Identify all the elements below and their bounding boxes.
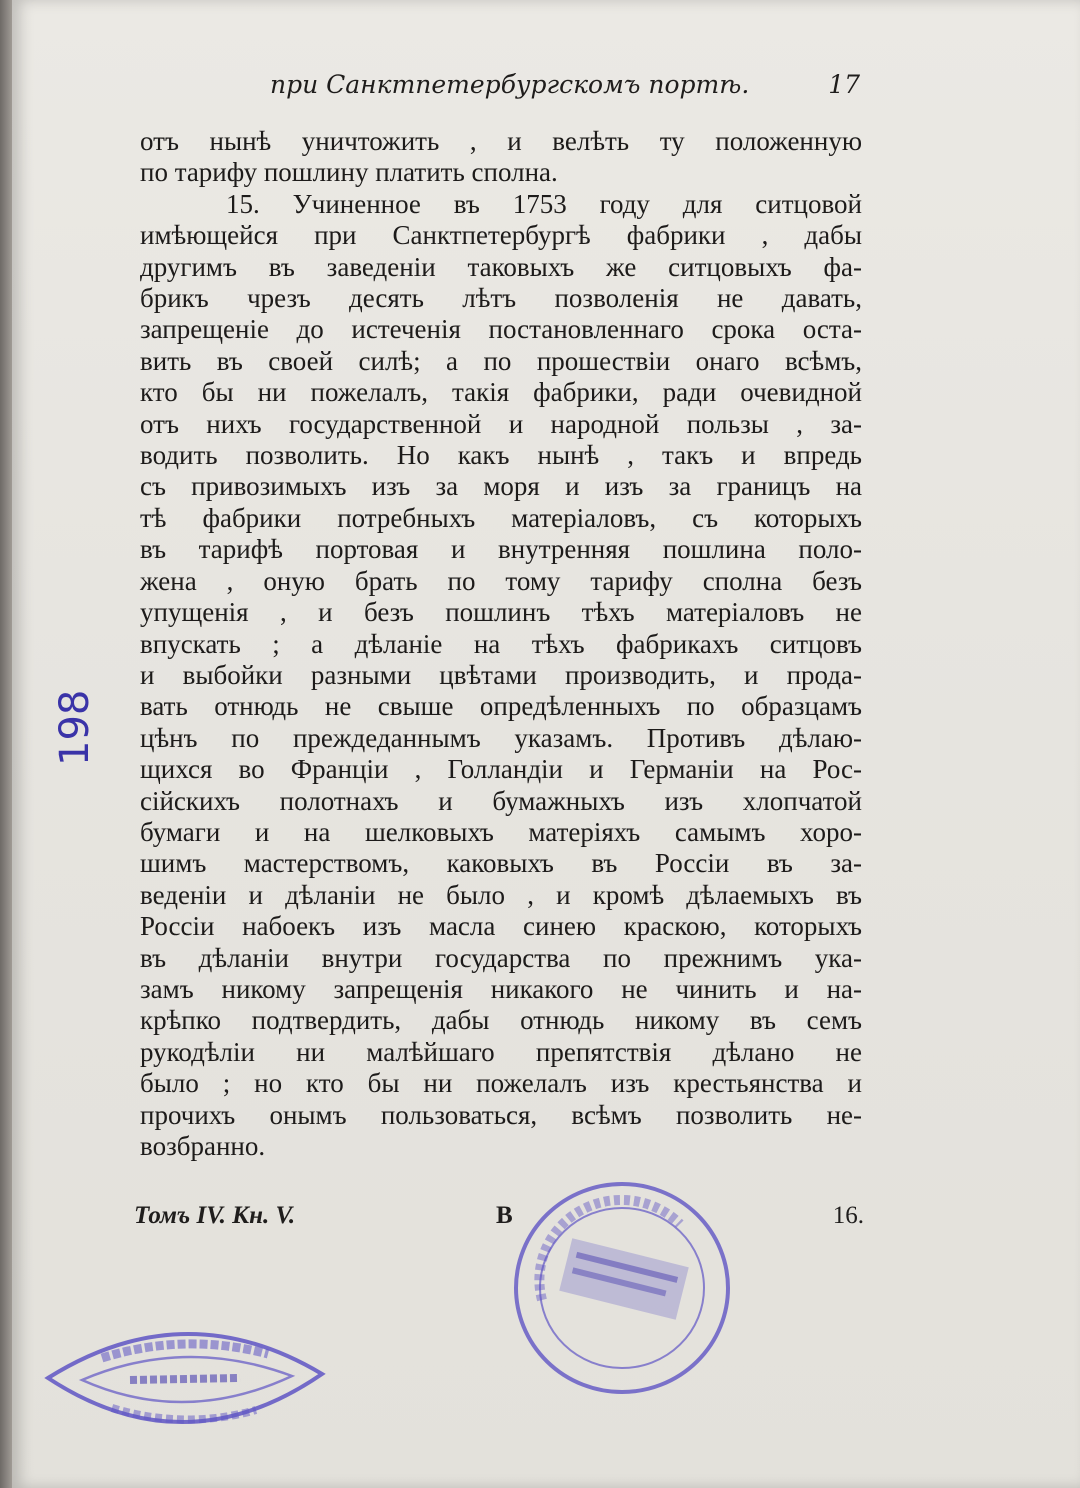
text-line: 15. Учиненное въ 1753 году для ситцовой <box>226 188 862 219</box>
page-footer <box>134 1202 864 1242</box>
text-line: тѣ фабрики потребныхъ матеріаловъ, съ которыхъ <box>140 502 862 533</box>
text-line: водить позволить. Но какъ нынѣ , такъ и впредь <box>140 440 862 471</box>
text-line: шимъ мастерствомъ, каковыхъ въ Россіи въ за- <box>140 848 862 879</box>
text-line: сійскихъ полотнахъ и бумажныхъ изъ хлопчатой <box>140 785 862 816</box>
text-line: брикъ чрезъ десять лѣтъ позволенія не давать, <box>140 283 862 314</box>
round-library-stamp <box>502 1172 742 1404</box>
running-head: при Санктпетербургскомъ портѣ. <box>270 70 750 99</box>
volume-line: Томъ IV. Кн. V. <box>134 1202 296 1229</box>
text-line: вать отнюдь не свыше опредѣленныхъ по образцамъ <box>140 691 862 722</box>
page-number: 17 <box>828 70 860 99</box>
text-line: крѣпко подтвердить, дабы отнюдь никому въ семъ <box>140 1005 862 1036</box>
text-line: возбранно. <box>140 1131 266 1161</box>
text-line: другимъ въ заведеніи таковыхъ же ситцовыхъ фа- <box>140 251 862 282</box>
text-line: веденіи и дѣланіи не было , и кромѣ дѣлаемыхъ въ <box>140 879 862 910</box>
text-line: съ привозимыхъ изъ за моря и изъ за границъ на <box>140 471 862 502</box>
text-line: рукодѣліи ни малѣйшаго препятствія дѣлано не <box>140 1036 862 1067</box>
text-line: вить въ своей силѣ; а по прошествіи онаго всѣмъ, <box>140 345 862 376</box>
text-line: было ; но кто бы ни пожелалъ изъ крестьянства и <box>140 1068 862 1099</box>
body-text <box>140 126 862 1162</box>
text-line: и выбойки разными цвѣтами производить, и прода- <box>140 659 862 690</box>
text-line: отъ нынѣ уничтожить , и велѣть ту положенную <box>140 126 862 156</box>
text-line: отъ нихъ государственной и народной пользы , за- <box>140 408 862 439</box>
text-line: Россіи набоекъ изъ масла синею краскою, которыхъ <box>140 911 862 942</box>
text-line: имѣющейся при Санктпетербургѣ фабрики , дабы <box>140 220 862 251</box>
text-line: по тарифу пошлину платить сполна. <box>140 157 558 188</box>
text-line: запрещеніе до истеченія постановленнаго срока оста- <box>140 314 862 345</box>
text-line: жена , оную брать по тому тарифу сполна безъ <box>140 565 862 596</box>
book-page <box>12 0 1080 1488</box>
signature-mark: В <box>496 1202 513 1229</box>
text-line: впускать ; а дѣланіе на тѣхъ фабрикахъ ситцовъ <box>140 628 862 659</box>
text-line: кто бы ни пожелалъ, такія фабрики, ради очевидной <box>140 377 862 408</box>
margin-handwritten-number: 198 <box>52 689 98 766</box>
text-line: въ дѣланіи внутри государства по прежнимъ ука- <box>140 942 862 973</box>
oval-library-stamp <box>42 1318 328 1446</box>
text-line: бумаги и на шелковыхъ матеріяхъ самымъ хоро- <box>140 816 862 847</box>
text-line: замъ никому запрещенія никакого не чинить и на- <box>140 973 862 1004</box>
text-line: упущенія , и безъ пошлинъ тѣхъ матеріаловъ не <box>140 597 862 628</box>
catchword: 16. <box>832 1202 864 1229</box>
page-header <box>270 70 860 110</box>
text-line: въ тарифѣ портовая и внутренняя пошлина поло- <box>140 534 862 565</box>
text-line: цѣнъ по преждеданнымъ указамъ. Противъ дѣлаю- <box>140 722 862 753</box>
text-line: прочихъ онымъ пользоваться, всѣмъ позволить не- <box>140 1099 862 1130</box>
text-line: щихся во Франціи , Голландіи и Германіи на Рос- <box>140 754 862 785</box>
